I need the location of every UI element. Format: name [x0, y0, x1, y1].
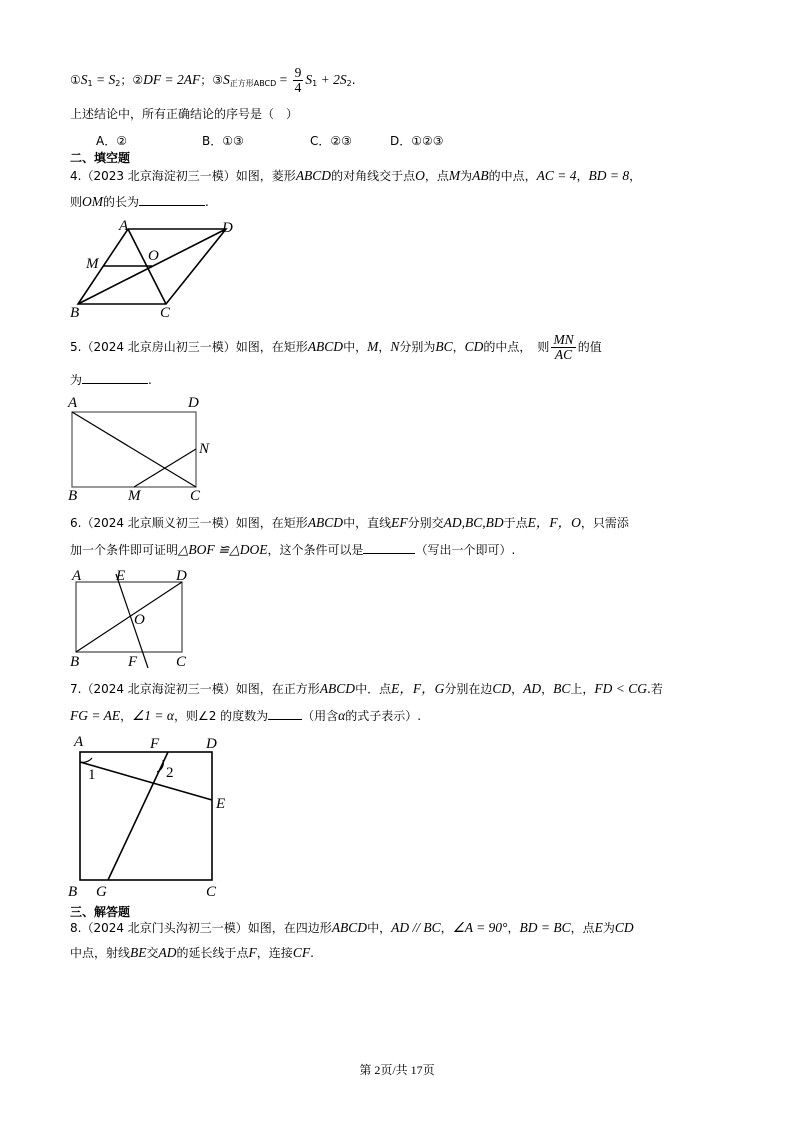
label-a: A: [72, 568, 82, 584]
q8-line2: 中点，射线BE交AD的延长线于点F，连接CF.: [70, 945, 314, 960]
diagonal-bd: [76, 582, 182, 652]
q5-fraction: $\frac{MN}{AC}$: [553, 332, 574, 362]
label-c: C: [206, 884, 217, 900]
label-o: O: [148, 248, 159, 264]
label-o: O: [134, 612, 145, 628]
option-c: C．②③: [310, 134, 352, 148]
label-f: F: [150, 736, 160, 752]
q6-line2: 加一个条件即可证明△BOF ≌△DOE，这个条件可以是 （写出一个即可）.: [70, 542, 516, 557]
section-answer-heading: 三、解答题: [70, 905, 131, 919]
q4-rhombus-figure: [66, 214, 246, 318]
q8-line1: 8.（2024 北京门头沟初三一模）如图，在四边形ABCD中，AD // BC，∠A = 90°，BD = BC，点E为CD: [70, 920, 634, 935]
q5-rectangle-figure: [64, 394, 224, 504]
label-e: E: [216, 796, 226, 812]
square-abcd: [80, 752, 212, 880]
diagonal-ac: [72, 412, 196, 487]
section-fill-heading: 二、填空题: [70, 151, 131, 165]
label-b: B: [68, 488, 78, 504]
label-d: D: [206, 736, 217, 752]
q3-circle-1: ①: [70, 73, 81, 87]
label-g: G: [96, 884, 107, 900]
label-n: N: [199, 441, 210, 457]
q6-rectangle-figure: [64, 566, 204, 672]
label-b: B: [70, 654, 80, 670]
option-d: D．①②③: [390, 134, 444, 148]
angle-1-label: 1: [88, 767, 96, 783]
q7-line2: FG = AE，∠1 = α，则∠2 的度数为 （用含α的式子表示）.: [70, 708, 422, 723]
label-a: A: [119, 218, 129, 234]
q3-statements: $①S_1 = S_2$；②DF = 2AF；$③S_{正方形ABCD}$ = $\frac{9}{4}$ $S_1 + 2S_2$.: [70, 65, 356, 95]
label-d: D: [176, 568, 187, 584]
option-a: A．②: [96, 134, 127, 148]
angle-2-arc: [157, 760, 163, 772]
q5-answer-blank[interactable]: [82, 370, 148, 384]
angle-2-label: 2: [166, 765, 174, 781]
q5-line1: 5.（2024 北京房山初三一模）如图，在矩形ABCD中，M，N分别为BC，CD的中点， 则 $\frac{MN}{AC}$ 的值: [70, 332, 602, 362]
q3-fraction: $\frac{9}{4}$: [294, 65, 302, 95]
label-d: D: [222, 220, 233, 236]
label-f: F: [128, 654, 138, 670]
label-a: A: [68, 395, 78, 411]
q7-answer-blank[interactable]: [268, 706, 302, 720]
segment-ae: [80, 762, 212, 800]
page-footer: 第 2页/共 17页: [359, 1063, 435, 1077]
label-m: M: [86, 256, 99, 272]
label-c: C: [176, 654, 187, 670]
label-d: D: [188, 395, 199, 411]
q7-square-figure: [64, 728, 240, 900]
angle-1-arc: [80, 758, 92, 762]
label-c: C: [190, 488, 201, 504]
q6-line1: 6.（2024 北京顺义初三一模）如图，在矩形ABCD中，直线EF分别交AD,BC,BD于点E，F，O，只需添: [70, 515, 629, 530]
q3-prompt: 上述结论中，所有正确结论的序号是（ ）: [70, 107, 299, 121]
label-a: A: [74, 734, 84, 750]
q6-answer-blank[interactable]: [363, 540, 415, 554]
q4-line2: 则OM的长为 .: [70, 194, 209, 209]
label-m: M: [128, 488, 141, 504]
q7-line1: 7.（2024 北京海淀初三一模）如图，在正方形ABCD中．点E，F，G分别在边CD，AD，BC上，FD < CG.若: [70, 681, 663, 696]
label-e: E: [116, 568, 126, 584]
q4-line1: 4.（2023 北京海淀初三一模）如图，菱形ABCD的对角线交于点O，点M为AB的中点，AC = 4，BD = 8，: [70, 168, 642, 183]
q3-options: [96, 133, 444, 149]
label-c: C: [160, 305, 171, 318]
q5-line2: 为 .: [70, 370, 152, 388]
label-b: B: [70, 305, 80, 318]
option-b: B．①③: [202, 134, 244, 148]
label-b: B: [68, 884, 78, 900]
q4-answer-blank[interactable]: [139, 192, 205, 206]
q3-s1: S: [80, 72, 88, 87]
q3-df-eq: DF = 2AF: [143, 72, 201, 87]
